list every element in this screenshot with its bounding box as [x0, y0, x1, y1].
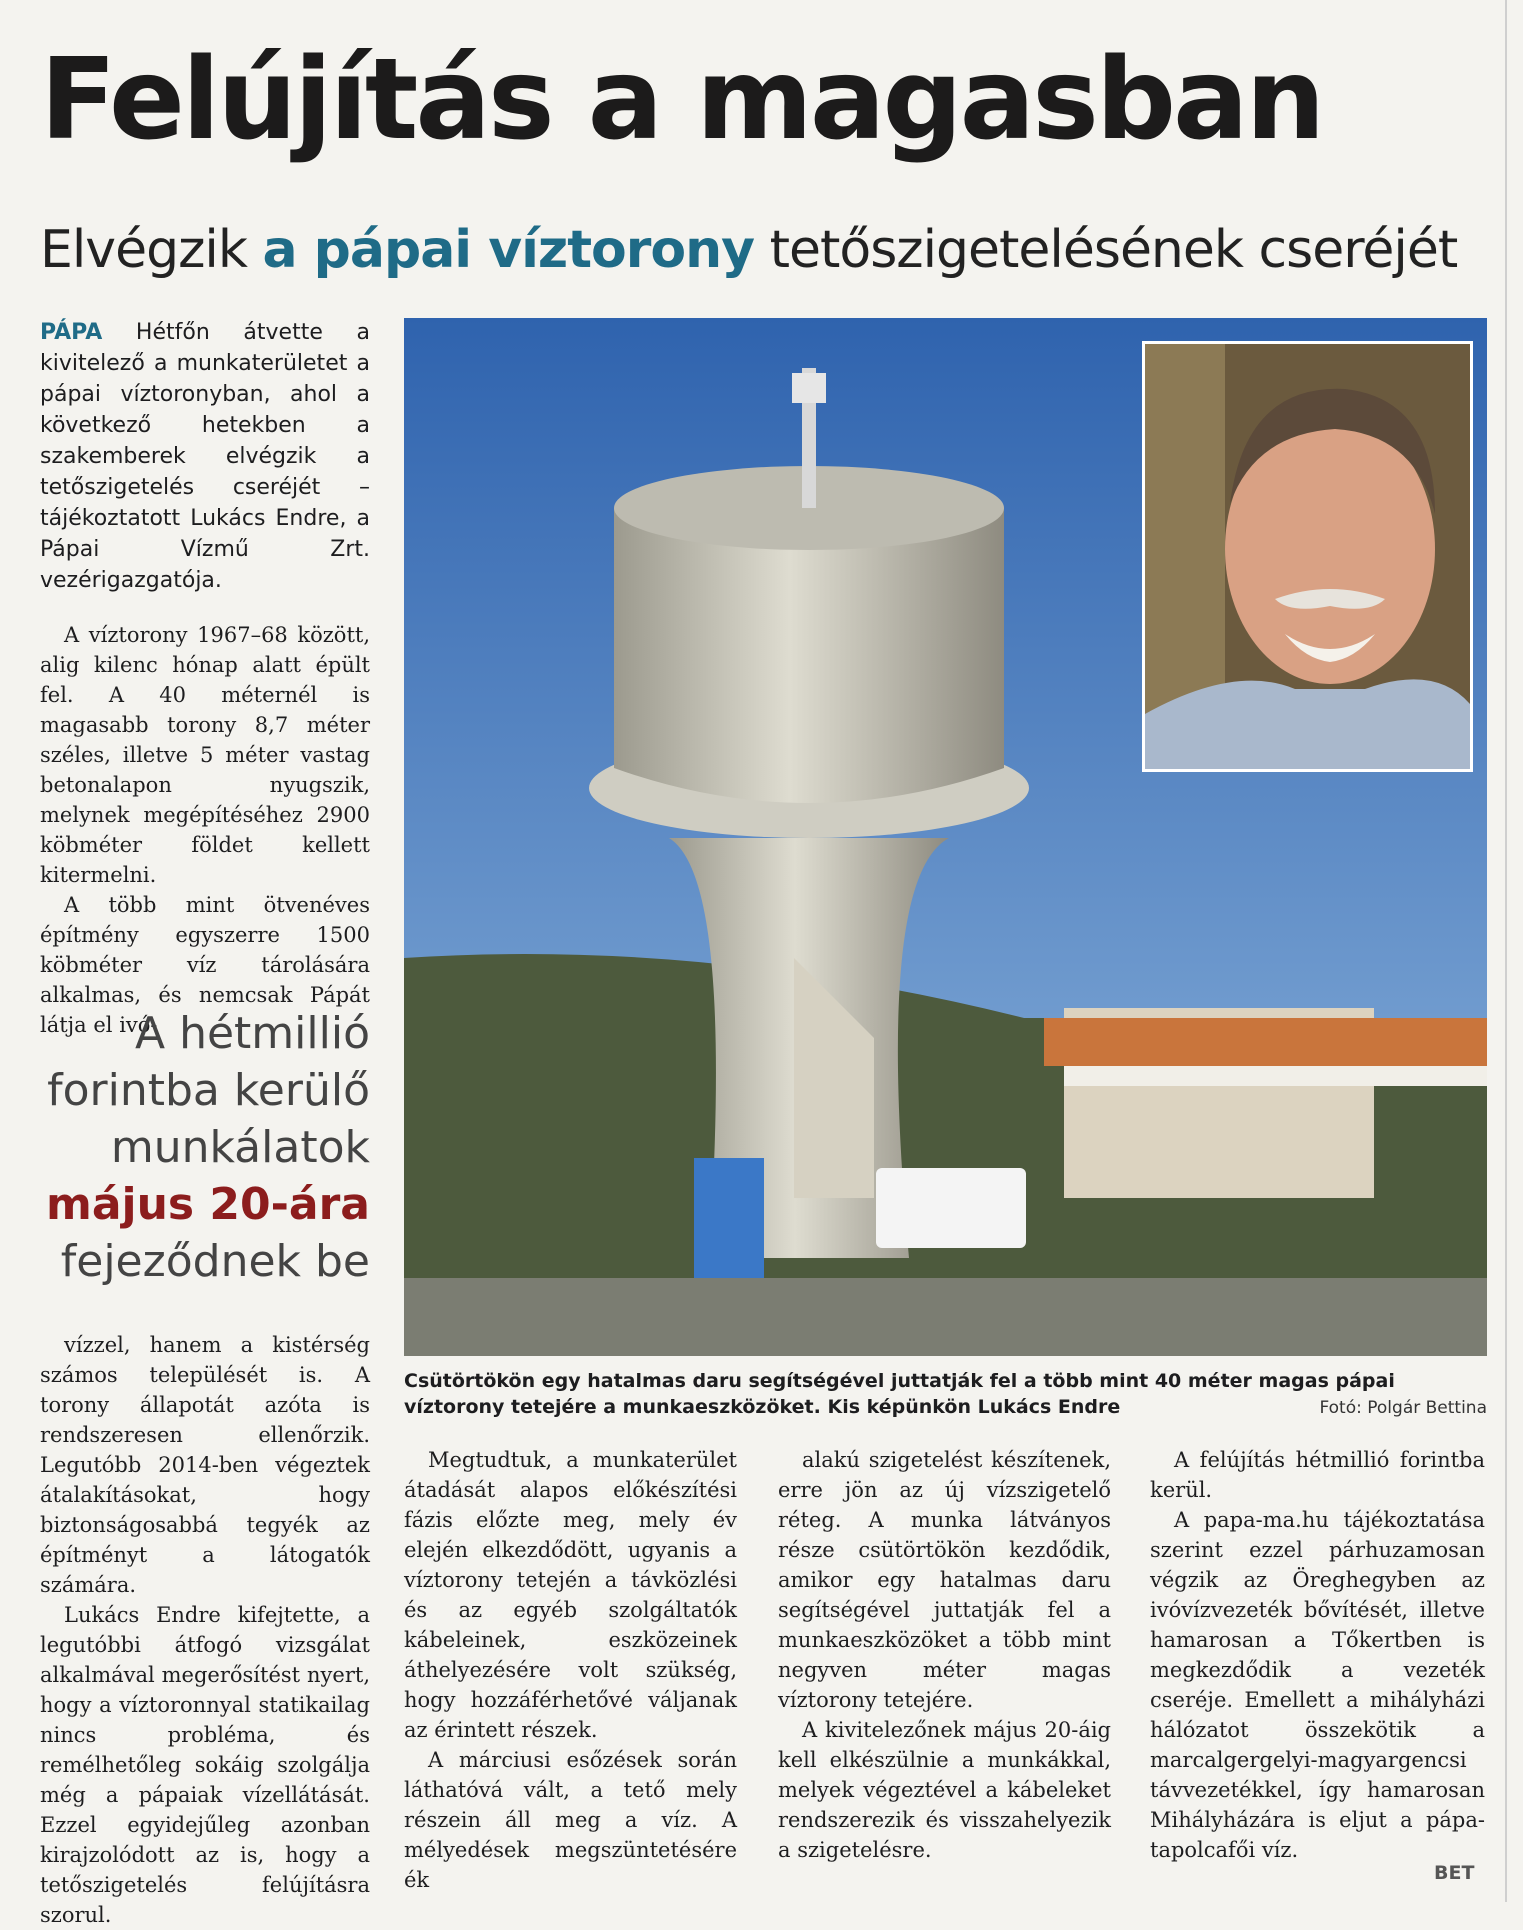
pull-quote-line: fejeződnek be — [60, 1236, 370, 1287]
portrait-inset-photo — [1142, 341, 1473, 772]
pull-quote-line: munkálatok — [110, 1122, 370, 1173]
pull-quote — [40, 1005, 370, 1290]
paragraph: A papa-ma.hu tájékoztatása szerint ezzel párhuzamosan végzik az Öreghegyben az ivóvízvezeték bővítését, illetve hamarosan a Tőkertben is megkezdődik a vezeték cseréje. Emellett a mihályházi hálózatot összekötik a marcalgergelyi-magyargencsi távvezetékkel, így hamarosan Mihályházára is eljut a pápa-tapolcafői víz. — [1150, 1508, 1485, 1862]
lead-text: Hétfőn átvette a kivitelező a munkaterületet a pápai víztoronyban, ahol a következő hetekben a szakemberek elvégzik a tetőszigetelés cseréjét – tájékoztatott Lukács Endre, a Pápai Vízmű Zrt. vezérigazgatója. — [40, 320, 370, 593]
page-edge-divider — [1505, 0, 1507, 1902]
body-column-4 — [1150, 1445, 1485, 1865]
photo-credit: Fotó: Polgár Bettina — [1319, 1398, 1487, 1418]
dateline-kicker: PÁPA — [40, 320, 103, 345]
paragraph: A víztorony 1967–68 között, alig kilenc hónap alatt épült fel. A 40 méternél is magasabb torony 8,7 méter széles, illetve 5 méter vastag betonalapon nyugszik, melynek megépítéséhez 2900 köbméter földet kellett kitermelni. — [40, 623, 370, 887]
body-column-1b — [40, 1330, 370, 1930]
paragraph: A márciusi esőzések során láthatóvá vált, a tető mely részein áll meg a víz. A mélyedések megszüntetésére ék — [404, 1748, 737, 1892]
pull-quote-line: forintba kerülő — [47, 1065, 370, 1116]
body-column-2 — [404, 1445, 737, 1895]
subhead-highlight: a pápai víztorony — [262, 220, 755, 280]
paragraph: Megtudtuk, a munkaterület átadását alapos előkészítési fázis előzte meg, mely év elején elkezdődött, ugyanis a víztorony tetején a távközlési és az egyéb szolgáltatók kábeleinek, eszközeinek áthelyezésére volt szükség, hogy hozzáférhetővé váljanak az érintett részek. — [404, 1448, 737, 1742]
pull-quote-line: A hétmillió — [135, 1008, 370, 1059]
body-column-1a — [40, 620, 370, 1040]
pull-quote-emphasis: május 20-ára — [45, 1179, 370, 1230]
paragraph: A kivitelezőnek május 20-áig kell elkészülnie a munkákkal, melyek végeztével a kábeleket rendszerezik és visszahelyezik a szigetelésre. — [778, 1718, 1111, 1862]
subhead-after: tetőszigetelésének cseréjét — [754, 220, 1458, 280]
paragraph: vízzel, hanem a kistérség számos települését is. A torony állapotát azóta is rendszeresen ellenőrzik. Legutóbb 2014-ben végeztek átalakításokat, hogy biztonságosabbá tegyék az építményt a látogatók számára. — [40, 1333, 370, 1597]
author-signature: BET — [1434, 1862, 1475, 1884]
paragraph: alakú szigetelést készítenek, erre jön az új vízszigetelő réteg. A munka látványos része csütörtökön kezdődik, amikor egy hatalmas daru segítségével juttatják fel a munkaeszközöket a több mint negyven méter magas víztorony tetejére. — [778, 1448, 1111, 1712]
subhead-before: Elvégzik — [40, 220, 263, 280]
subheadline — [40, 220, 1500, 280]
paragraph: A felújítás hétmillió forintba kerül. — [1150, 1448, 1485, 1502]
portrait-illustration — [1145, 344, 1470, 769]
paragraph: Lukács Endre kifejtette, a legutóbbi átfogó vizsgálat alkalmával megerősítést nyert, hogy a víztoronnyal statikailag nincs probléma, és remélhetőleg sokáig szolgálja még a pápaiak vízellátását. Ezzel egyidejűleg azonban kirajzolódott az is, hogy a tetőszigetelés felújításra szorul. — [40, 1603, 370, 1927]
lead-paragraph — [40, 317, 370, 596]
headline: Felújítás a magasban — [40, 35, 1323, 165]
body-column-3 — [778, 1445, 1111, 1865]
photo-caption: Csütörtökön egy hatalmas daru segítségével juttatják fel a több mint 40 méter magas pápai víztorony tetejére a munkaeszközöket. Kis képünkön Lukács Endre — [404, 1370, 1395, 1418]
paragraph: A több mint ötvenéves építmény egyszerre 1500 köbméter víz tárolására alkalmas, és nemcsak Pápát látja el ivó- — [40, 893, 370, 1037]
